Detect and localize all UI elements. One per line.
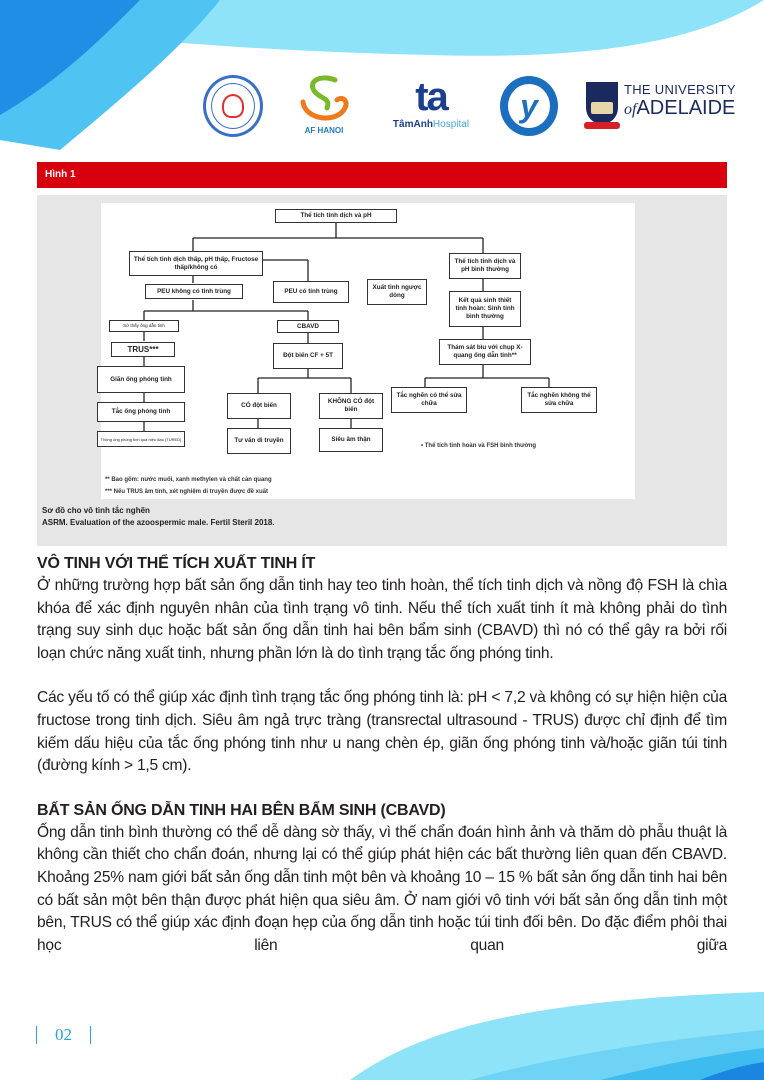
fc-biopsy: Kết quả sinh thiết tinh hoàn: Sinh tinh bình thường [449,291,521,327]
article-body [37,553,727,957]
fc-unrepairable: Tắc nghẽn không thể sửa chữa [521,387,597,413]
fc-repairable: Tắc nghẽn có thể sửa chữa [391,387,467,413]
fc-retrograde: Xuất tinh ngược dòng [367,279,427,305]
page-number-divider-left [36,1026,37,1044]
fc-normal-volume: Thể tích tinh dịch và pH bình thường [449,253,521,279]
tam-anh-hospital-word: Hospital [432,119,470,130]
page-number [36,1024,91,1045]
fc-mutation: Đột biến CF + 5T [273,343,343,369]
paragraph: Các yếu tố có thể giúp xác định tình trạng tắc ống phóng tinh là: pH < 7,2 và không có sự hiện hiện của fructose trong tinh dịch. Siêu âm ngả trực tràng (transrectal ultrasound - TRUS) được chỉ định để tìm kiếm dấu hiệu của tắc ống phóng tinh như u nang chèn ép, giãn ống phóng tinh và/hoặc giãn túi tinh (đường kính > 1,5 cm). [37,689,727,775]
thai-binh-mark: y [520,88,538,124]
paragraph: Ở những trường hợp bất sản ống dẫn tinh hay teo tinh hoàn, thể tích tinh dịch và nồng độ FSH là chìa khóa để xác định nguyên nhân của tình trạng vô tinh. Nếu thể tích xuất tinh ít mà không phải do tình trạng suy sinh dục hoặc bất sản ống dẫn tinh hai bên bẩm sinh (CBAVD) thì nó có thể gây ra bởi rối loạn chức năng xuất tinh, nhưng phần lớn là do tình trạng tắc ống phóng tinh. [37,577,727,662]
section-heading-low-volume: VÔ TINH VỚI THỂ TÍCH XUẤT TINH ÍT [37,555,316,572]
fc-peu-no-sperm: PEU không có tinh trùng [145,284,243,299]
fc-low-volume: Thể tích tinh dịch thấp, pH thấp, Fructose thấp/không có [129,251,263,276]
thai-binh-university-logo [500,76,558,136]
fc-peu-sperm: PEU có tinh trùng [273,281,349,303]
fc-note-contrast: ** Bao gồm: nước muối, xanh methylen và chất cản quang [105,477,272,483]
paragraph: Ống dẫn tinh bình thường có thể dễ dàng sờ thấy, vì thế chẩn đoán hình ảnh và thăm dò phẫu thuật là không cần thiết cho chẩn đoán, nhưng lại có thể giúp phát hiện các bất thường liên quan đến CBAVD. Khoảng 25% nam giới bất sản ống dẫn tinh một bên và khoảng 10 – 15 % bất sản ống dẫn tinh hai bên có bất sản một bên thận được phát hiện qua siêu âm. Ở nam giới vô tinh với bất sản ống dẫn tinh một bên, TRUS có thể giúp xác định đoạn hẹp của ống dẫn tinh hoặc túi tinh đối bên. Do đặc điểm phôi thai học liên quan giữa [37,823,727,954]
hanoi-reproduction-society-logo [203,75,263,137]
fc-trus: TRUS*** [111,342,175,357]
page-number-value: 02 [55,1025,72,1045]
fc-ejac-obstruction: Tắc ống phóng tinh [97,402,185,422]
section-heading-cbavd: BẤT SẢN ỐNG DẪN TINH HAI BÊN BẨM SINH (CBAVD) [37,801,446,819]
tam-anh-name: TâmAnh [392,119,433,130]
adelaide-line1: THE UNIVERSITY [624,82,736,97]
figure-label: Hình 1 [45,169,76,180]
fc-tured: Thông ống phóng tinh qua niệu đạo (TURED) [97,431,185,447]
tam-anh-mark: ta [415,75,447,119]
fc-has-mutation: CÓ đột biến [227,393,291,419]
fc-no-mutation: KHÔNG CÓ đột biến [319,393,383,419]
fc-note-volume: • Thể tích tinh hoàn và FSH bình thường [421,443,537,449]
fc-renal-us: Siêu âm thận [319,428,383,452]
fc-root: Thể tích tinh dịch và pH [275,209,397,223]
figure-caption [42,505,275,529]
caption-source: ASRM. Evaluation of the azoospermic male. Fertil Steril 2018. [42,518,275,527]
caption-title: Sơ đồ cho vô tinh tắc nghẽn [42,506,150,515]
fc-dilated-ejac: Giãn ống phóng tinh [97,366,185,393]
partner-logos [200,72,740,142]
figure-body [37,195,727,546]
adelaide-of: of [624,101,637,118]
university-of-adelaide-logo [586,82,742,138]
flowchart [101,203,635,499]
page-number-divider-right [90,1026,91,1044]
fc-palpable-vas: Sờ thấy ống dẫn tinh [109,320,179,332]
af-hanoi-label: AF HANOI [304,126,344,135]
tam-anh-hospital-logo [383,75,479,138]
adelaide-crest-icon [586,82,618,124]
fc-genetic-counsel: Tư vấn di truyền [227,428,291,454]
fc-note-trus: *** Nếu TRUS âm tính, xét nghiệm di truyền được đề xuất [105,489,268,495]
flowchart-connectors [101,203,635,499]
fc-vasography: Thám sát bìu với chụp X-quang ống dẫn tinh** [439,339,531,365]
fc-cbavd: CBAVD [277,320,339,333]
footer-wave-decoration [0,970,764,1080]
figure-header-bar [37,162,727,188]
af-hanoi-logo [292,74,356,140]
figure-1 [37,162,727,546]
adelaide-line2: ADELAIDE [636,97,736,119]
